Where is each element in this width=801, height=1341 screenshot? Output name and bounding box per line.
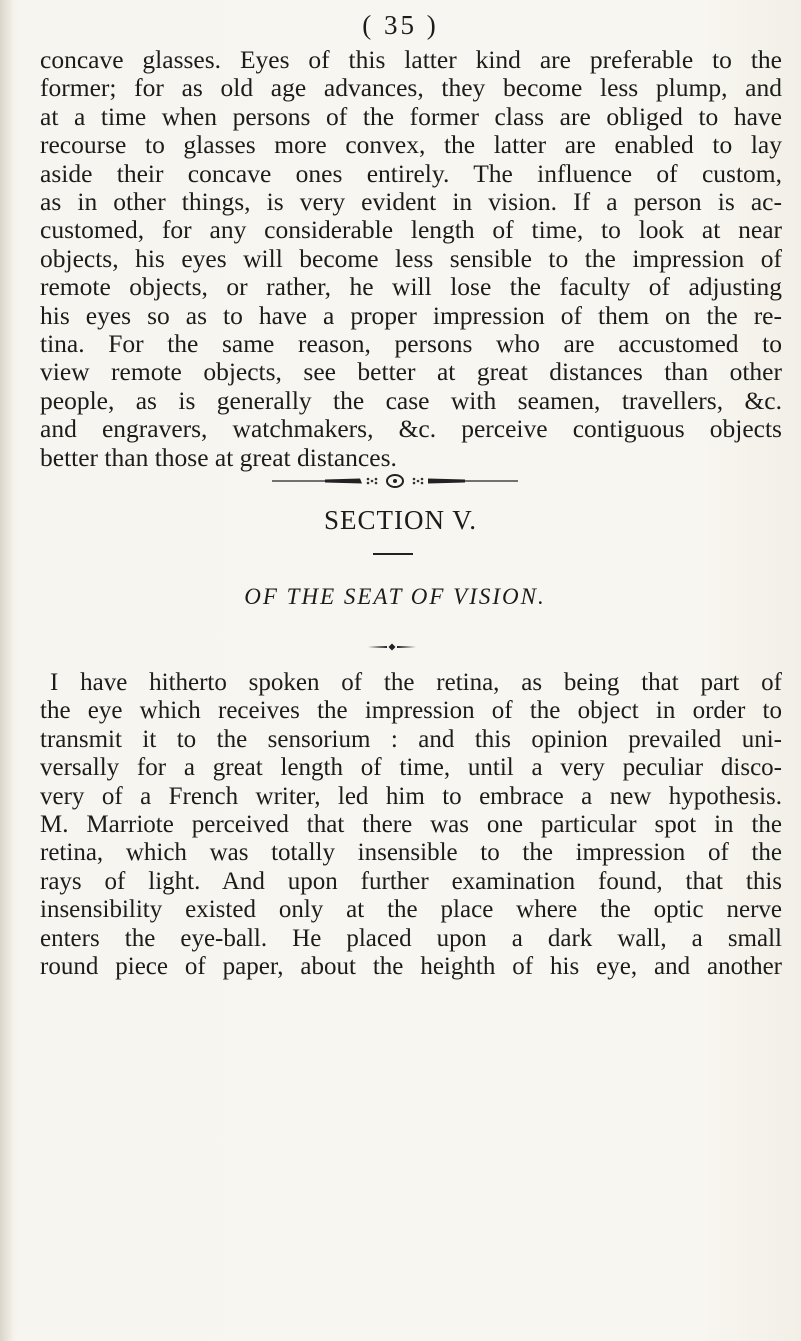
text-line: retina, which was totally insensible to the impression of the [40, 839, 782, 867]
text-line: view remote objects, see better at great distances than other [40, 357, 782, 387]
text-line: former; for as old age advances, they become less plump, and [40, 73, 782, 103]
gutter-shadow [0, 0, 14, 1341]
text-line: recourse to glasses more convex, the latter are enabled to lay [40, 130, 782, 160]
paragraph-section-v [40, 669, 782, 981]
short-rule [373, 553, 413, 555]
paragraph-continued [40, 46, 782, 472]
text-line: objects, his eyes will become less sensible to the impression of [40, 243, 782, 273]
text-line: transmit it to the sensorium : and this opinion prevailed uni- [40, 725, 782, 753]
text-line: tina. For the same reason, persons who are accustomed to [40, 329, 782, 359]
ornamental-divider [270, 474, 520, 488]
text-line: remote objects, or rather, he will lose the faculty of adjusting [40, 272, 782, 302]
section-subtitle: OF THE SEAT OF VISION. [244, 584, 546, 609]
text-line: I have hitherto spoken of the retina, as being that part of [50, 669, 782, 696]
text-line: aside their concave ones entirely. The influence of custom, [40, 158, 782, 188]
text-line: better than those at great distances. [40, 442, 397, 472]
text-line: his eyes so as to have a proper impression of them on the re- [40, 300, 782, 330]
text-line: rays of light. And upon further examination found, that this [40, 867, 782, 895]
text-line: at a time when persons of the former class are obliged to have [40, 101, 782, 131]
text-line: versally for a great length of time, until a very peculiar disco- [40, 754, 782, 782]
diamond-rule [367, 643, 417, 651]
page-number: ( 35 ) [362, 10, 439, 40]
text-line: people, as is generally the case with seamen, travellers, &c. [40, 385, 782, 415]
text-line: enters the eye-ball. He placed upon a dark wall, a small [40, 924, 782, 952]
text-line: as in other things, is very evident in vision. If a person is ac- [40, 187, 782, 217]
text-line: the eye which receives the impression of the object in order to [40, 697, 782, 725]
text-line: customed, for any considerable length of time, to look at near [40, 215, 782, 245]
text-line: very of a French writer, led him to embrace a new hypothesis. [40, 782, 782, 810]
text-line: concave glasses. Eyes of this latter kind are preferable to the [40, 45, 782, 74]
section-heading: SECTION V. [323, 505, 478, 535]
text-line: insensibility existed only at the place where the optic nerve [40, 896, 782, 924]
text-line: round piece of paper, about the heighth of his eye, and another [40, 953, 782, 981]
text-line: M. Marriote perceived that there was one particular spot in the [40, 811, 782, 839]
text-line: and engravers, watchmakers, &c. perceive contiguous objects [40, 414, 782, 444]
